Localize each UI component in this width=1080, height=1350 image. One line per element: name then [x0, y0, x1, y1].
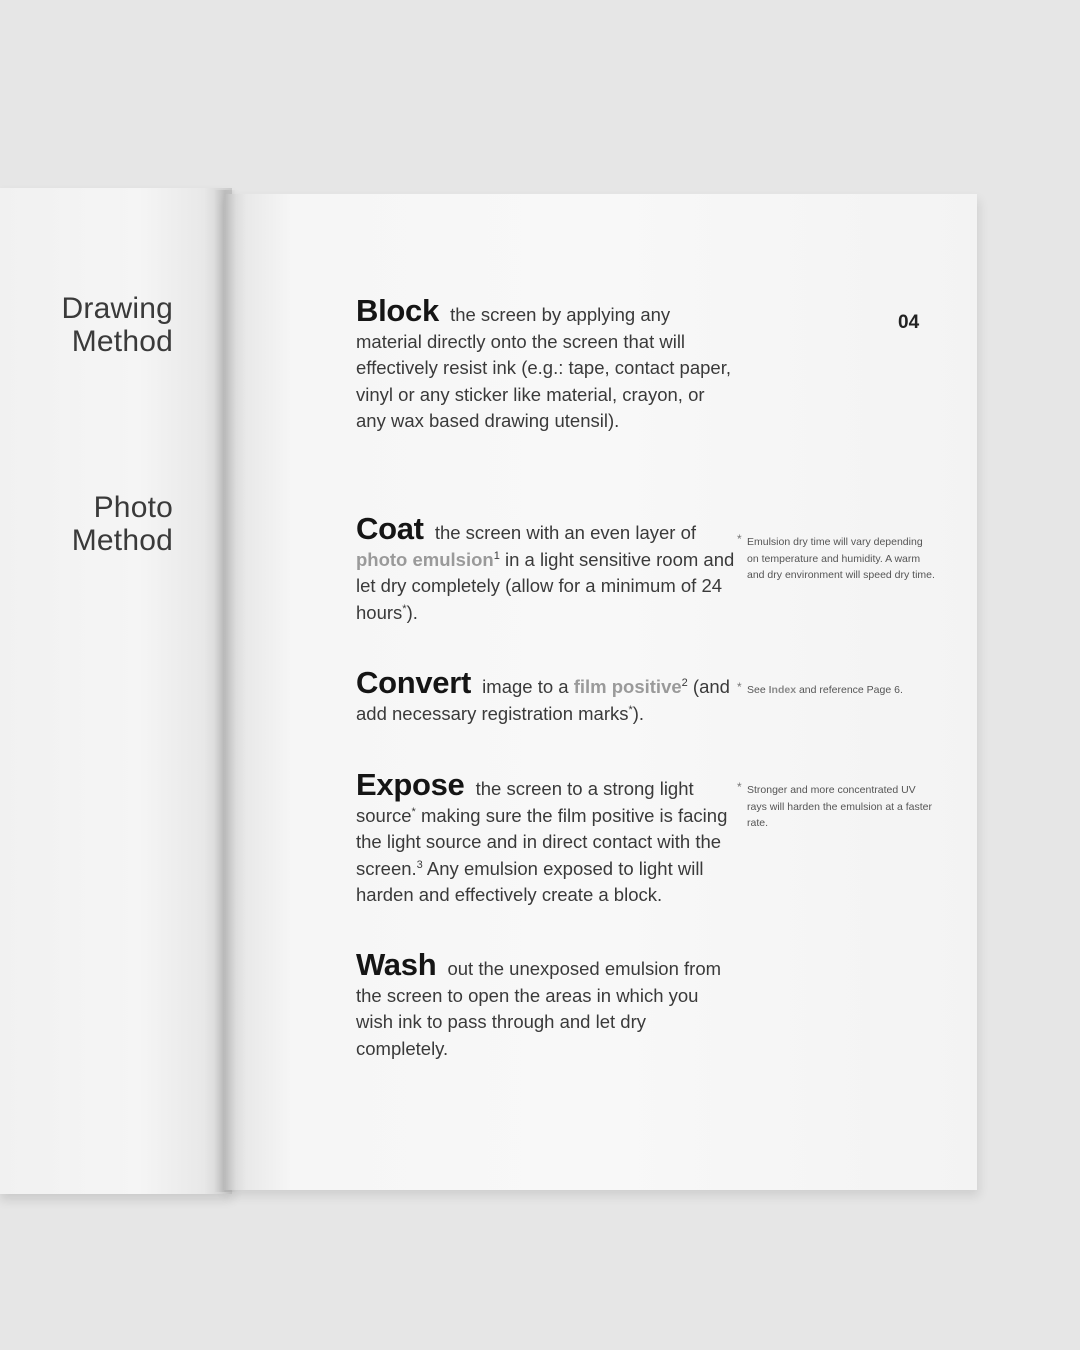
- index-link[interactable]: Index: [768, 684, 797, 696]
- photo-method-line-1: Photo: [93, 491, 173, 524]
- step-expose-text-after: Any emulsion exposed to light will harden and effectively create a block.: [356, 857, 704, 905]
- photo-emulsion-term: photo emulsion: [356, 548, 494, 570]
- step-wash: [356, 947, 736, 1062]
- step-convert-text-after: (and add necessary registration marks: [356, 676, 730, 724]
- photo-method-heading: [72, 491, 173, 557]
- photo-method-line-2: Method: [71, 524, 173, 557]
- book-spine: [214, 190, 236, 1192]
- step-coat-end: ).: [406, 601, 418, 623]
- drawing-method-line-2: Method: [71, 325, 173, 358]
- step-convert-keyword: Convert: [356, 665, 472, 700]
- step-block: [356, 293, 736, 435]
- step-coat-keyword: Coat: [356, 511, 424, 546]
- step-expose-text-before: the screen to a strong light source: [356, 778, 694, 826]
- step-expose-keyword: Expose: [356, 767, 465, 802]
- footnote-1-marker: 1: [493, 549, 500, 562]
- asterisk-marker: *: [628, 703, 633, 716]
- asterisk-marker: *: [402, 602, 407, 615]
- step-convert: [356, 665, 736, 727]
- step-coat-text-before: the screen with an even layer of: [434, 522, 697, 543]
- note-uv-rays: [737, 782, 937, 832]
- note-emulsion-dry-time: [737, 534, 937, 584]
- note-asterisk: *: [737, 680, 742, 694]
- note-asterisk: *: [737, 780, 742, 794]
- step-expose: [356, 767, 736, 909]
- step-block-text: the screen by applying any material directly onto the screen that will effectively resist ink (e.g.: tape, contact paper, vinyl or any sticker like material, crayon, or any wax based drawing utensil).: [356, 304, 731, 431]
- step-coat: [356, 511, 736, 626]
- note-uv-text: Stronger and more concentrated UV rays will harden the emulsion at a faster rate.: [747, 784, 933, 829]
- note-emulsion-text: Emulsion dry time will vary depending on temperature and humidity. A warm and dry environment will speed dry time.: [747, 536, 935, 581]
- note-asterisk: *: [737, 532, 742, 546]
- note-index-before: See: [747, 684, 766, 696]
- step-block-keyword: Block: [356, 293, 439, 328]
- note-index-reference: [737, 682, 937, 699]
- drawing-method-line-1: Drawing: [61, 292, 173, 325]
- film-positive-term: film positive: [573, 676, 682, 697]
- note-index-after: and reference Page 6.: [798, 684, 903, 696]
- step-expose-text-mid: making sure the film positive is facing the light source and in direct contact with the screen.: [356, 804, 728, 879]
- step-convert-text-before: image to a: [482, 676, 569, 697]
- footnote-3-marker: 3: [416, 858, 423, 871]
- step-coat-text-after: in a light sensitive room and let dry completely (allow for a minimum of 24 hours: [356, 548, 735, 623]
- step-wash-text: out the unexposed emulsion from the screen to open the areas in which you wish ink to pass through and let dry completely.: [356, 958, 722, 1059]
- step-convert-end: ).: [632, 702, 645, 724]
- footnote-2-marker: 2: [681, 676, 688, 689]
- drawing-method-heading: [62, 292, 173, 358]
- page-number: 04: [898, 312, 920, 333]
- asterisk-marker: *: [411, 805, 416, 818]
- step-wash-keyword: Wash: [356, 947, 437, 982]
